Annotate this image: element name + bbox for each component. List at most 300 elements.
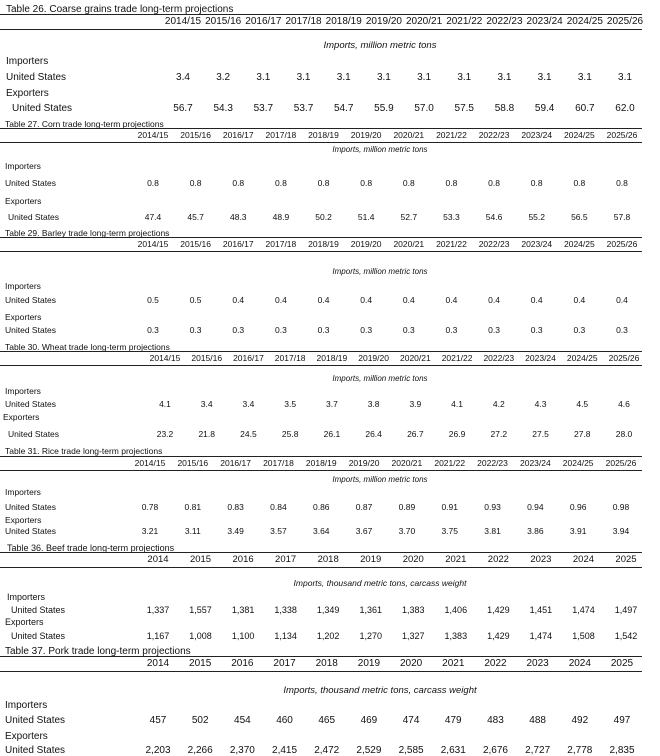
year-header: 2024/25 bbox=[566, 353, 598, 363]
section-label: Exporters bbox=[5, 617, 44, 627]
data-cell: 460 bbox=[276, 715, 293, 726]
data-cell: 3.81 bbox=[484, 526, 501, 536]
data-cell: 0.8 bbox=[147, 178, 159, 188]
table-title: Table 26. Coarse grains trade long-term projections bbox=[6, 4, 234, 15]
data-cell: 27.8 bbox=[573, 429, 591, 439]
data-cell: 3.64 bbox=[312, 526, 330, 536]
data-cell: 0.3 bbox=[402, 325, 415, 335]
row-label: United States bbox=[5, 715, 66, 726]
data-cell: 0.4 bbox=[530, 295, 543, 305]
section-label: Importers bbox=[5, 386, 41, 396]
data-cell: 0.5 bbox=[147, 295, 159, 305]
row-label: United States bbox=[5, 325, 57, 335]
year-header: 2014/15 bbox=[137, 130, 169, 140]
section-label: Importers bbox=[5, 281, 41, 291]
year-header: 2021/22 bbox=[446, 16, 483, 27]
data-cell: 50.2 bbox=[315, 212, 332, 222]
row-label: United States bbox=[11, 605, 66, 615]
year-header: 2018/19 bbox=[305, 458, 337, 468]
header-rule-top bbox=[0, 456, 642, 457]
data-cell: 0.84 bbox=[270, 502, 287, 512]
data-cell: 57.8 bbox=[613, 212, 631, 222]
data-cell: 54.3 bbox=[213, 103, 233, 114]
year-header: 2019 bbox=[357, 658, 381, 669]
year-header: 2017/18 bbox=[263, 458, 294, 468]
data-cell: 1,508 bbox=[572, 631, 595, 641]
data-cell: 502 bbox=[191, 715, 209, 726]
year-header: 2019/20 bbox=[348, 458, 380, 468]
year-header: 2023/24 bbox=[525, 353, 556, 363]
units-caption: Imports, million metric tons bbox=[332, 145, 428, 154]
year-header: 2024 bbox=[568, 658, 591, 669]
data-cell: 53.7 bbox=[253, 103, 274, 114]
data-cell: 0.8 bbox=[360, 178, 373, 188]
year-header: 2022/23 bbox=[478, 130, 510, 140]
header-rule-top bbox=[0, 237, 642, 238]
units-caption: Imports, million metric tons bbox=[323, 40, 437, 51]
header-rule-bottom bbox=[0, 567, 642, 568]
row-label: United States bbox=[8, 212, 60, 222]
year-header: 2017/18 bbox=[285, 16, 322, 27]
data-cell: 474 bbox=[402, 715, 420, 726]
data-cell: 0.3 bbox=[317, 325, 330, 335]
data-cell: 3.75 bbox=[441, 526, 458, 536]
section-label: Exporters bbox=[5, 731, 48, 742]
data-cell: 465 bbox=[318, 715, 336, 726]
year-header: 2023/24 bbox=[526, 16, 563, 27]
data-cell: 3.1 bbox=[618, 72, 632, 83]
data-cell: 0.4 bbox=[402, 295, 415, 305]
row-label: United States bbox=[5, 526, 57, 536]
data-cell: 0.4 bbox=[232, 295, 245, 305]
data-cell: 2,472 bbox=[314, 745, 340, 756]
data-cell: 0.93 bbox=[484, 502, 501, 512]
year-header: 2021/22 bbox=[436, 130, 467, 140]
year-header: 2018 bbox=[317, 554, 339, 565]
data-cell: 51.4 bbox=[357, 212, 375, 222]
data-cell: 0.98 bbox=[612, 502, 630, 512]
year-header: 2023 bbox=[526, 658, 549, 669]
data-cell: 54.7 bbox=[333, 103, 354, 114]
header-rule-bottom bbox=[0, 365, 642, 366]
section-label: Exporters bbox=[6, 88, 49, 99]
header-rule-top bbox=[0, 656, 642, 657]
data-cell: 1,270 bbox=[359, 631, 382, 641]
year-header: 2022/23 bbox=[486, 16, 523, 27]
data-cell: 3.11 bbox=[184, 526, 201, 536]
data-cell: 0.4 bbox=[317, 295, 330, 305]
header-rule-bottom bbox=[0, 142, 642, 143]
data-cell: 47.4 bbox=[144, 212, 162, 222]
data-cell: 479 bbox=[444, 715, 462, 726]
data-cell: 2,370 bbox=[229, 745, 255, 756]
year-header: 2020 bbox=[399, 658, 423, 669]
data-cell: 0.83 bbox=[227, 502, 244, 512]
year-header: 2025/26 bbox=[608, 353, 640, 363]
data-cell: 0.8 bbox=[317, 178, 330, 188]
data-cell: 24.5 bbox=[240, 429, 257, 439]
data-cell: 58.8 bbox=[494, 103, 515, 114]
data-cell: 0.3 bbox=[274, 325, 287, 335]
data-cell: 55.9 bbox=[374, 103, 394, 114]
data-cell: 3.57 bbox=[270, 526, 287, 536]
data-cell: 2,529 bbox=[356, 745, 382, 756]
data-cell: 3.67 bbox=[355, 526, 373, 536]
year-header: 2016/17 bbox=[222, 239, 254, 249]
row-label: United States bbox=[8, 429, 60, 439]
data-cell: 2,266 bbox=[187, 745, 213, 756]
header-rule-bottom bbox=[0, 470, 642, 471]
data-cell: 3.2 bbox=[216, 72, 231, 83]
row-label: United States bbox=[11, 631, 66, 641]
data-cell: 1,337 bbox=[146, 605, 170, 615]
data-cell: 0.4 bbox=[488, 295, 500, 305]
data-cell: 0.3 bbox=[488, 325, 500, 335]
year-header: 2023/24 bbox=[519, 458, 551, 468]
section-label: Exporters bbox=[5, 312, 42, 322]
year-header: 2020/21 bbox=[391, 458, 423, 468]
data-cell: 57.5 bbox=[454, 103, 474, 114]
units-caption: Imports, million metric tons bbox=[332, 267, 428, 276]
data-cell: 0.3 bbox=[445, 325, 458, 335]
table-title: Table 37. Pork trade long-term projections bbox=[5, 646, 191, 657]
data-cell: 0.8 bbox=[445, 178, 458, 188]
section-label: Importers bbox=[5, 161, 41, 171]
year-header: 2015/16 bbox=[177, 458, 209, 468]
data-cell: 2,631 bbox=[440, 745, 466, 756]
data-cell: 62.0 bbox=[615, 103, 635, 114]
data-cell: 4.2 bbox=[492, 399, 505, 409]
data-cell: 3.1 bbox=[417, 72, 432, 83]
data-cell: 0.3 bbox=[530, 325, 543, 335]
year-header: 2016 bbox=[231, 658, 254, 669]
data-cell: 2,676 bbox=[482, 745, 508, 756]
year-header: 2018/19 bbox=[325, 16, 362, 27]
data-cell: 48.9 bbox=[272, 212, 290, 222]
data-cell: 1,349 bbox=[316, 605, 340, 615]
data-cell: 4.1 bbox=[451, 399, 463, 409]
data-cell: 3.91 bbox=[569, 526, 587, 536]
data-cell: 27.2 bbox=[490, 429, 508, 439]
data-cell: 0.96 bbox=[569, 502, 587, 512]
year-header: 2015 bbox=[189, 658, 212, 669]
data-cell: 0.4 bbox=[573, 295, 586, 305]
year-header: 2018/19 bbox=[308, 239, 339, 249]
data-cell: 0.3 bbox=[360, 325, 373, 335]
data-cell: 0.3 bbox=[573, 325, 586, 335]
data-cell: 1,381 bbox=[231, 605, 255, 615]
year-header: 2022 bbox=[484, 658, 507, 669]
data-cell: 0.3 bbox=[147, 325, 159, 335]
table-title: Table 29. Barley trade long-term projections bbox=[5, 228, 170, 238]
row-label: United States bbox=[5, 178, 57, 188]
data-cell: 3.1 bbox=[376, 72, 391, 83]
data-cell: 3.1 bbox=[537, 72, 552, 83]
data-cell: 3.21 bbox=[141, 526, 159, 536]
year-header: 2018/19 bbox=[308, 130, 339, 140]
section-label: Exporters bbox=[5, 196, 42, 206]
year-header: 2014 bbox=[146, 658, 170, 669]
data-cell: 57.0 bbox=[414, 103, 434, 114]
data-cell: 0.8 bbox=[488, 178, 500, 188]
data-cell: 26.9 bbox=[448, 429, 466, 439]
data-cell: 4.5 bbox=[576, 399, 589, 409]
data-cell: 0.89 bbox=[398, 502, 416, 512]
data-cell: 52.7 bbox=[400, 212, 418, 222]
data-cell: 1,474 bbox=[572, 605, 595, 615]
header-rule-top bbox=[0, 14, 642, 15]
year-header: 2016/17 bbox=[220, 458, 251, 468]
data-cell: 2,727 bbox=[525, 745, 551, 756]
year-header: 2024/25 bbox=[562, 458, 594, 468]
data-cell: 54.6 bbox=[485, 212, 503, 222]
data-cell: 457 bbox=[149, 715, 167, 726]
data-cell: 0.3 bbox=[232, 325, 245, 335]
data-cell: 3.94 bbox=[612, 526, 630, 536]
data-cell: 0.87 bbox=[355, 502, 373, 512]
year-header: 2018/19 bbox=[316, 353, 348, 363]
data-cell: 53.3 bbox=[443, 212, 460, 222]
year-header: 2019/20 bbox=[358, 353, 389, 363]
header-rule-bottom bbox=[0, 671, 642, 672]
data-cell: 488 bbox=[529, 715, 546, 726]
data-cell: 4.1 bbox=[159, 399, 171, 409]
data-cell: 1,497 bbox=[614, 605, 638, 615]
table-title: Table 36. Beef trade long-term projections bbox=[7, 543, 175, 553]
year-header: 2025/26 bbox=[606, 16, 644, 27]
year-header: 2016/17 bbox=[233, 353, 264, 363]
data-cell: 53.7 bbox=[293, 103, 314, 114]
header-rule-top bbox=[0, 552, 642, 553]
data-cell: 23.2 bbox=[156, 429, 174, 439]
year-header: 2025/26 bbox=[605, 458, 637, 468]
year-header: 2023/24 bbox=[521, 130, 553, 140]
year-header: 2015 bbox=[189, 554, 212, 565]
data-cell: 0.4 bbox=[274, 295, 287, 305]
header-rule-bottom bbox=[0, 251, 642, 252]
year-header: 2024 bbox=[572, 554, 595, 565]
data-cell: 0.4 bbox=[616, 295, 628, 305]
year-header: 2022/23 bbox=[477, 458, 508, 468]
data-cell: 4.3 bbox=[534, 399, 547, 409]
data-cell: 454 bbox=[234, 715, 251, 726]
units-caption: Imports, thousand metric tons, carcass weight bbox=[293, 578, 467, 588]
data-cell: 3.1 bbox=[577, 72, 592, 83]
data-cell: 27.5 bbox=[532, 429, 549, 439]
data-cell: 28.0 bbox=[615, 429, 633, 439]
data-cell: 0.78 bbox=[141, 502, 159, 512]
year-header: 2021/22 bbox=[436, 239, 467, 249]
year-header: 2022 bbox=[487, 554, 509, 565]
data-cell: 2,585 bbox=[398, 745, 424, 756]
data-cell: 2,203 bbox=[145, 745, 171, 756]
data-cell: 1,008 bbox=[189, 631, 212, 641]
data-cell: 1,361 bbox=[359, 605, 382, 615]
data-cell: 1,557 bbox=[189, 605, 212, 615]
section-label: Importers bbox=[5, 700, 48, 711]
year-header: 2023/24 bbox=[521, 239, 553, 249]
data-cell: 0.8 bbox=[402, 178, 415, 188]
data-cell: 0.8 bbox=[232, 178, 245, 188]
section-label: Exporters bbox=[3, 412, 40, 422]
year-header: 2020/21 bbox=[406, 16, 443, 27]
data-cell: 59.4 bbox=[534, 103, 555, 114]
data-cell: 3.4 bbox=[176, 72, 190, 83]
row-label: United States bbox=[5, 502, 57, 512]
header-rule-top bbox=[0, 128, 642, 129]
year-header: 2021 bbox=[442, 658, 465, 669]
data-cell: 56.7 bbox=[173, 103, 193, 114]
section-label: Exporters bbox=[5, 515, 42, 525]
data-cell: 3.1 bbox=[457, 72, 472, 83]
data-cell: 1,451 bbox=[529, 605, 553, 615]
year-header: 2016/17 bbox=[245, 16, 282, 27]
data-cell: 60.7 bbox=[575, 103, 595, 114]
year-header: 2025 bbox=[610, 658, 634, 669]
data-cell: 1,406 bbox=[444, 605, 468, 615]
data-cell: 3.1 bbox=[256, 72, 271, 83]
header-rule-top bbox=[0, 351, 642, 352]
year-header: 2021/22 bbox=[434, 458, 466, 468]
year-header: 2020/21 bbox=[393, 239, 425, 249]
data-cell: 1,327 bbox=[402, 631, 425, 641]
data-cell: 3.1 bbox=[497, 72, 512, 83]
year-header: 2019/20 bbox=[350, 239, 382, 249]
data-cell: 48.3 bbox=[229, 212, 247, 222]
data-cell: 0.8 bbox=[530, 178, 543, 188]
year-header: 2017/18 bbox=[265, 239, 297, 249]
data-cell: 0.4 bbox=[360, 295, 373, 305]
data-cell: 0.94 bbox=[527, 502, 544, 512]
year-header: 2022/23 bbox=[478, 239, 510, 249]
data-cell: 4.6 bbox=[618, 399, 630, 409]
year-header: 2014/15 bbox=[149, 353, 181, 363]
year-header: 2018 bbox=[315, 658, 338, 669]
data-cell: 3.4 bbox=[242, 399, 255, 409]
data-cell: 492 bbox=[571, 715, 589, 726]
units-caption: Imports, million metric tons bbox=[332, 374, 428, 383]
year-header: 2015/16 bbox=[191, 353, 223, 363]
data-cell: 45.7 bbox=[187, 212, 204, 222]
year-header: 2021/22 bbox=[441, 353, 473, 363]
data-cell: 1,542 bbox=[614, 631, 638, 641]
year-header: 2014 bbox=[147, 554, 169, 565]
data-cell: 2,415 bbox=[272, 745, 298, 756]
data-cell: 3.7 bbox=[325, 399, 338, 409]
data-cell: 0.5 bbox=[189, 295, 202, 305]
data-cell: 0.8 bbox=[189, 178, 202, 188]
data-cell: 1,134 bbox=[274, 631, 297, 641]
year-header: 2017 bbox=[275, 554, 297, 565]
section-label: Importers bbox=[7, 592, 46, 602]
year-header: 2025/26 bbox=[606, 130, 638, 140]
year-header: 2017 bbox=[273, 658, 296, 669]
data-cell: 3.9 bbox=[409, 399, 422, 409]
table-title: Table 31. Rice trade long-term projections bbox=[5, 446, 163, 456]
section-label: Importers bbox=[5, 487, 41, 497]
data-cell: 3.8 bbox=[367, 399, 380, 409]
data-cell: 0.3 bbox=[616, 325, 628, 335]
data-cell: 0.91 bbox=[441, 502, 458, 512]
section-label: Importers bbox=[6, 56, 49, 67]
data-cell: 3.70 bbox=[398, 526, 416, 536]
data-cell: 1,383 bbox=[402, 605, 425, 615]
data-cell: 21.8 bbox=[198, 429, 215, 439]
data-cell: 1,474 bbox=[529, 631, 553, 641]
row-label: United States bbox=[5, 295, 57, 305]
units-caption: Imports, million metric tons bbox=[332, 475, 428, 484]
data-cell: 469 bbox=[360, 715, 378, 726]
units-caption: Imports, thousand metric tons, carcass weight bbox=[283, 685, 477, 696]
data-cell: 26.4 bbox=[365, 429, 382, 439]
year-header: 2014/15 bbox=[137, 239, 169, 249]
year-header: 2024/25 bbox=[563, 130, 595, 140]
year-header: 2020 bbox=[402, 554, 424, 565]
data-cell: 1,100 bbox=[231, 631, 255, 641]
year-header: 2014/15 bbox=[164, 16, 202, 27]
data-cell: 25.8 bbox=[281, 429, 299, 439]
year-header: 2015/16 bbox=[180, 239, 211, 249]
data-cell: 0.81 bbox=[184, 502, 202, 512]
data-cell: 0.3 bbox=[189, 325, 202, 335]
data-cell: 1,383 bbox=[444, 631, 468, 641]
data-cell: 3.49 bbox=[227, 526, 244, 536]
year-header: 2019/20 bbox=[365, 16, 402, 27]
data-cell: 1,429 bbox=[487, 605, 510, 615]
data-cell: 55.2 bbox=[528, 212, 545, 222]
year-header: 2020/21 bbox=[393, 130, 425, 140]
year-header: 2023 bbox=[530, 554, 552, 565]
data-cell: 26.1 bbox=[323, 429, 341, 439]
year-header: 2020/21 bbox=[399, 353, 431, 363]
table-title: Table 27. Corn trade long-term projections bbox=[5, 119, 164, 129]
data-cell: 2,835 bbox=[609, 745, 635, 756]
row-label: United States bbox=[5, 745, 66, 756]
year-header: 2016 bbox=[232, 554, 254, 565]
year-header: 2016/17 bbox=[222, 130, 254, 140]
data-cell: 1,338 bbox=[274, 605, 297, 615]
year-header: 2015/16 bbox=[205, 16, 242, 27]
year-header: 2021 bbox=[445, 554, 467, 565]
data-cell: 0.8 bbox=[274, 178, 287, 188]
year-header: 2024/25 bbox=[563, 239, 595, 249]
row-label: United States bbox=[5, 399, 57, 409]
year-header: 2019 bbox=[360, 554, 382, 565]
data-cell: 483 bbox=[487, 715, 504, 726]
data-cell: 3.1 bbox=[296, 72, 311, 83]
row-label: United States bbox=[12, 103, 73, 114]
header-rule-bottom bbox=[0, 29, 642, 30]
year-header: 2015/16 bbox=[180, 130, 211, 140]
data-cell: 1,167 bbox=[146, 631, 170, 641]
data-cell: 3.1 bbox=[336, 72, 351, 83]
table-title: Table 30. Wheat trade long-term projections bbox=[5, 342, 170, 352]
data-cell: 3.5 bbox=[284, 399, 297, 409]
data-cell: 0.86 bbox=[312, 502, 330, 512]
data-cell: 0.8 bbox=[616, 178, 628, 188]
data-cell: 497 bbox=[613, 715, 631, 726]
year-header: 2022/23 bbox=[483, 353, 515, 363]
data-cell: 2,778 bbox=[567, 745, 593, 756]
year-header: 2014/15 bbox=[134, 458, 166, 468]
data-cell: 1,202 bbox=[316, 631, 340, 641]
data-cell: 3.86 bbox=[527, 526, 544, 536]
year-header: 2017/18 bbox=[274, 353, 306, 363]
year-header: 2019/20 bbox=[350, 130, 382, 140]
year-header: 2025 bbox=[615, 554, 637, 565]
data-cell: 1,429 bbox=[487, 631, 510, 641]
year-header: 2017/18 bbox=[265, 130, 297, 140]
